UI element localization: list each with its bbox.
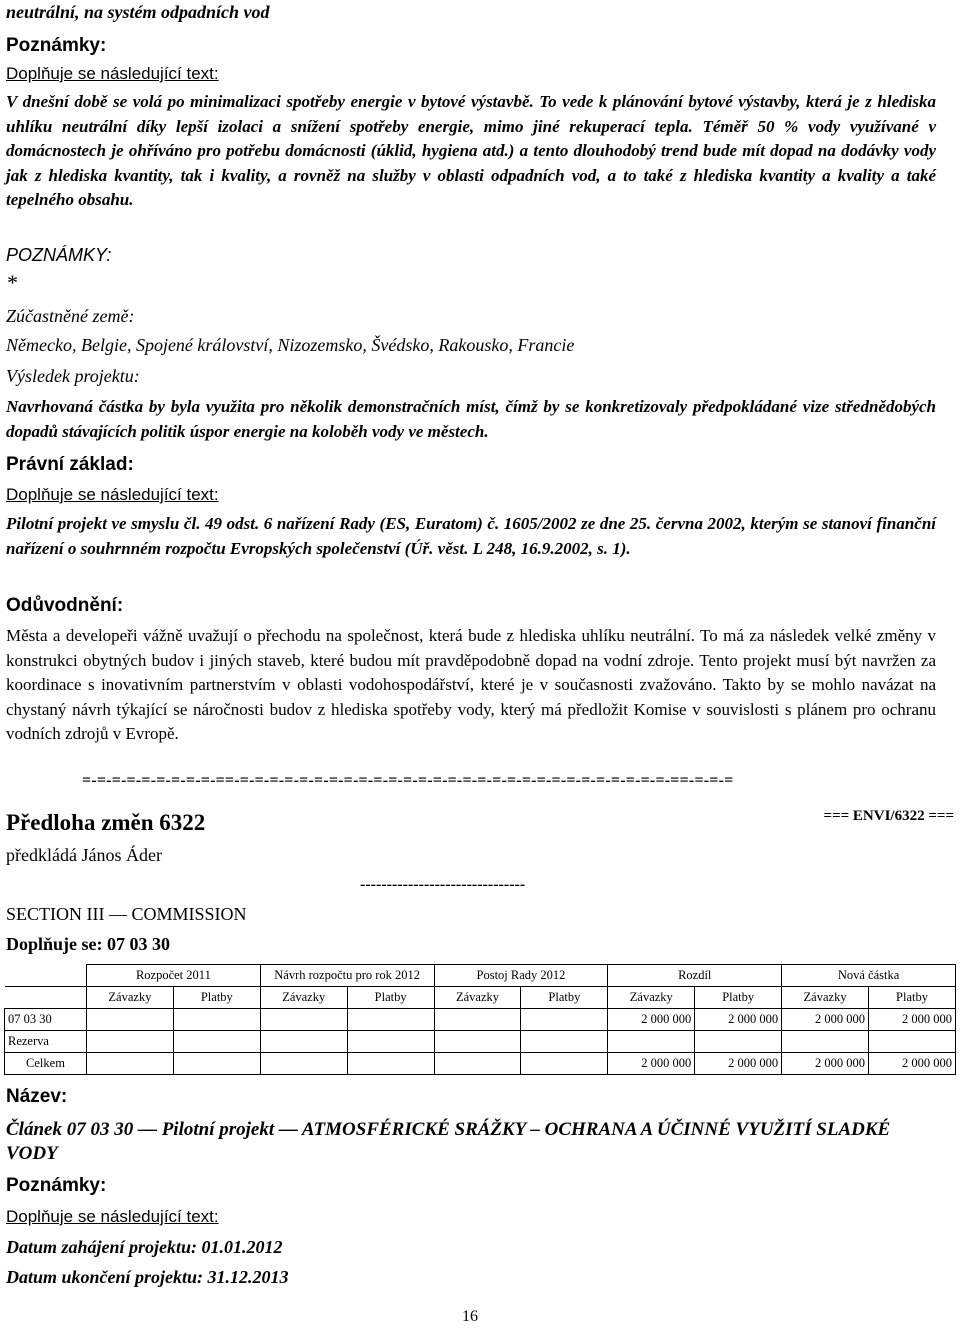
table-cell bbox=[87, 1009, 174, 1031]
section-label: SECTION III — COMMISSION bbox=[6, 904, 247, 924]
participating-countries-label: Zúčastněné země: bbox=[6, 306, 135, 326]
supplement-label: Doplňuje se následující text: bbox=[6, 64, 219, 83]
budget-line-label: Doplňuje se: 07 03 30 bbox=[6, 934, 171, 954]
notes-paragraph-part1: V dnešní době se volá po minimalizaci spotřeby energie v bytové výstavbě. To vede k plánování bytové výstavby, která je z hlediska uhlíku neutrální díky lepší izolaci a snížení spotřeby energie, mimo jiné rekuperací tepla. bbox=[6, 92, 936, 136]
row-label: 07 03 30 bbox=[5, 1009, 87, 1031]
table-group-header-row bbox=[5, 965, 956, 987]
amendment-tag: === ENVI/6322 === bbox=[823, 808, 954, 824]
amendment-author: předkládá János Áder bbox=[6, 845, 162, 865]
notes-heading-2: Poznámky: bbox=[6, 1175, 107, 1196]
project-result-text: Navrhovaná částka by byla využita pro několik demonstračních míst, čímž by se konkretizovaly předpokládané vize střednědobých dopadů stávajících politik úspor energie na koloběh vody ve městech. bbox=[6, 397, 936, 441]
project-result-label: Výsledek projektu: bbox=[6, 366, 140, 386]
table-subheader-row bbox=[5, 987, 956, 1009]
table-cell bbox=[434, 1009, 521, 1031]
legal-basis-text: Pilotní projekt ve smyslu čl. 49 odst. 6 nařízení Rady (ES, Euratom) č. 1605/2002 ze dne 25. června 2002, kterým se stanoví finanční nařízení o souhrnném rozpočtu Evropských společenství (Úř. věst. L 248, 16.9.2002, s. 1). bbox=[6, 514, 936, 558]
group-header: Nová částka bbox=[782, 965, 956, 987]
table-cell bbox=[782, 1031, 869, 1053]
table-cell bbox=[695, 1031, 782, 1053]
table-row bbox=[5, 1031, 956, 1053]
table-cell: 2 000 000 bbox=[695, 1009, 782, 1031]
group-header: Rozpočet 2011 bbox=[87, 965, 261, 987]
subheader: Závazky bbox=[608, 987, 695, 1009]
table-cell bbox=[173, 1031, 260, 1053]
table-cell: 2 000 000 bbox=[608, 1053, 695, 1075]
group-header: Postoj Rady 2012 bbox=[434, 965, 608, 987]
amendment-title: Předloha změn 6322 bbox=[6, 810, 206, 835]
subheader: Platby bbox=[173, 987, 260, 1009]
budget-table bbox=[4, 964, 956, 1075]
table-cell bbox=[260, 1009, 347, 1031]
table-cell bbox=[434, 1053, 521, 1075]
table-cell bbox=[173, 1053, 260, 1075]
subheader: Závazky bbox=[434, 987, 521, 1009]
justification-heading: Odůvodnění: bbox=[6, 595, 124, 616]
subheader: Platby bbox=[695, 987, 782, 1009]
separator-line: =-=-=-=-=-=-=-=-=-==-=-=-=-=-=-=-=-=-=-=-=-=-=-=-=-=-=-=-=-=-=-=-=-=-=-=-=-=-=-==-=-=-= bbox=[82, 772, 734, 789]
table-cell bbox=[869, 1031, 956, 1053]
table-cell bbox=[347, 1031, 434, 1053]
supplement-label-3: Doplňuje se následující text: bbox=[6, 1207, 219, 1226]
subheader: Platby bbox=[521, 987, 608, 1009]
subheader: Závazky bbox=[260, 987, 347, 1009]
table-cell bbox=[347, 1053, 434, 1075]
name-heading: Název: bbox=[6, 1086, 68, 1107]
remarks-heading: POZNÁMKY: bbox=[6, 245, 112, 265]
group-header: Návrh rozpočtu pro rok 2012 bbox=[260, 965, 434, 987]
table-corner bbox=[5, 965, 87, 987]
table-cell: 2 000 000 bbox=[782, 1009, 869, 1031]
notes-paragraph-part2: Téměř 50 % vody využívané v domácnostech je ohříváno pro potřebu domácnosti (úklid, hygiena atd.) a tento dlouhodobý trend bude mít dopad na dodávky vody jak z hlediska kvantity, tak i kvality, a rovněž na služby v oblasti odpadních vod, a to také z hlediska kvantity a kvality a také tepelného obsahu. bbox=[6, 116, 936, 209]
project-end-date: Datum ukončení projektu: 31.12.2013 bbox=[6, 1267, 289, 1287]
table-corner-2 bbox=[5, 987, 87, 1009]
table-cell: 2 000 000 bbox=[869, 1009, 956, 1031]
table-cell: 2 000 000 bbox=[869, 1053, 956, 1075]
participating-countries: Německo, Belgie, Spojené království, Nizozemsko, Švédsko, Rakousko, Francie bbox=[6, 335, 575, 355]
justification-text: Města a developeři vážně uvažují o přechodu na společnost, která bude z hlediska uhlíku neutrální. To má za následek velké změny v konstrukci obytných budov i jiných staveb, které budou mít pravděpodobně dopad na vodní zdroje. Tento projekt musí být navržen za koordinace s inovativním partnerstvím v oblasti vodohospodářství, které je v současnosti zvažováno. Takto by se mohlo navázat na chystaný návrh týkající se náročnosti budov z hlediska spotřeby vody, který má předložit Komise v souvislosti s plánem pro ochranu vodních zdrojů v Evropě. bbox=[6, 626, 936, 743]
table-cell bbox=[608, 1031, 695, 1053]
intro-fragment: neutrální, na systém odpadních vod bbox=[6, 2, 270, 22]
notes-paragraph bbox=[6, 90, 936, 213]
supplement-label-2: Doplňuje se následující text: bbox=[6, 485, 219, 504]
subheader: Závazky bbox=[87, 987, 174, 1009]
table-cell bbox=[87, 1053, 174, 1075]
table-cell bbox=[87, 1031, 174, 1053]
table-cell bbox=[347, 1009, 434, 1031]
subheader: Platby bbox=[347, 987, 434, 1009]
page-number: 16 bbox=[462, 1308, 478, 1325]
table-cell bbox=[521, 1009, 608, 1031]
row-label: Rezerva bbox=[5, 1031, 87, 1053]
table-row bbox=[5, 1053, 956, 1075]
table-cell bbox=[521, 1053, 608, 1075]
table-row bbox=[5, 1009, 956, 1031]
project-start-date: Datum zahájení projektu: 01.01.2012 bbox=[6, 1237, 283, 1257]
notes-heading: Poznámky: bbox=[6, 35, 107, 56]
table-cell: 2 000 000 bbox=[695, 1053, 782, 1075]
table-cell bbox=[521, 1031, 608, 1053]
subheader: Platby bbox=[869, 987, 956, 1009]
table-cell: 2 000 000 bbox=[608, 1009, 695, 1031]
row-label: Celkem bbox=[5, 1053, 87, 1075]
asterisk: * bbox=[6, 270, 17, 295]
table-cell bbox=[434, 1031, 521, 1053]
dash-line: ------------------------------- bbox=[360, 876, 526, 893]
table-cell: 2 000 000 bbox=[782, 1053, 869, 1075]
table-cell bbox=[260, 1031, 347, 1053]
legal-basis-heading: Právní základ: bbox=[6, 454, 134, 475]
table-cell bbox=[173, 1009, 260, 1031]
table-cell bbox=[260, 1053, 347, 1075]
group-header: Rozdíl bbox=[608, 965, 782, 987]
subheader: Závazky bbox=[782, 987, 869, 1009]
article-title: Článek 07 03 30 — Pilotní projekt — ATMOSFÉRICKÉ SRÁŽKY – OCHRANA A ÚČINNÉ VYUŽITÍ SLADKÉ VODY bbox=[6, 1119, 891, 1164]
